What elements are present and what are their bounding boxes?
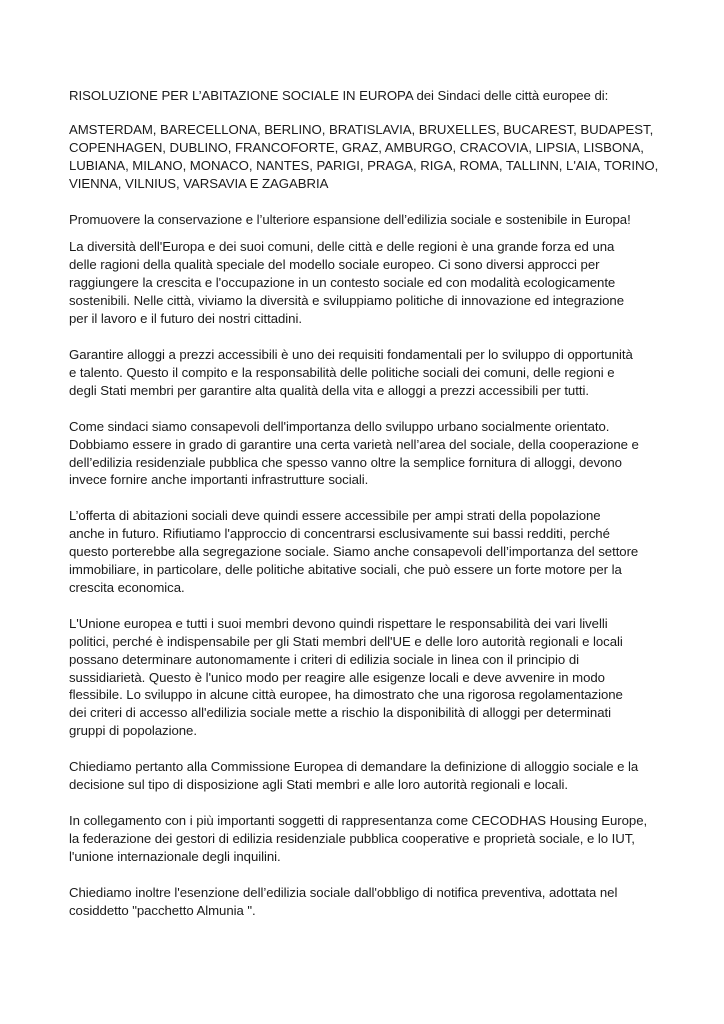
paragraph-line: In collegamento con i più importanti soggetti di rappresentanza come CECODHAS Housing Europe, — [69, 813, 648, 828]
paragraph-1 — [69, 238, 659, 328]
cities-line: LUBIANA, MILANO, MONACO, NANTES, PARIGI, PRAGA, RIGA, ROMA, TALLINN, L'AIA, TORINO, — [69, 157, 659, 173]
document-page — [69, 87, 659, 920]
slogan: Promuovere la conservazione e l’ulteriore espansione dell’edilizia sociale e sostenibile in Europa! — [69, 211, 631, 227]
paragraph-line: sostenibili. Nelle città, viviamo la diversità e sviluppiamo politiche di innovazione ed integrazione — [69, 293, 624, 309]
paragraph-line: Dobbiamo essere in grado di garantire una certa varietà nell’area del sociale, della cooperazione e — [69, 436, 639, 452]
paragraph-line: politici, perché è indispensabile per gli Stati membri dell'UE e delle loro autorità regionali e locali — [69, 633, 623, 649]
paragraph-line: L’offerta di abitazioni sociali deve quindi essere accessibile per ampi strati della popolazione — [69, 508, 601, 524]
paragraph-line: crescita economica. — [69, 579, 185, 595]
paragraph-line: possano determinare autonomamente i criteri di edilizia sociale in linea con il principio di — [69, 651, 579, 667]
paragraph-6 — [69, 758, 659, 794]
paragraph-line: sussidiarietà. Questo è l'unico modo per reagire alle esigenze locali e deve avvenire in modo — [69, 669, 605, 685]
paragraph-line: delle ragioni della qualità speciale del modello sociale europeo. Ci sono diversi approcci per — [69, 257, 600, 273]
paragraph-line: per il lavoro e il futuro dei nostri cittadini. — [69, 311, 302, 327]
paragraph-line: dei criteri di accesso all'edilizia sociale mette a rischio la disponibilità di alloggi per determinati — [69, 705, 611, 721]
paragraph-line: e talento. Questo il compito e la responsabilità delle politiche sociali dei comuni, delle regioni e — [69, 364, 615, 380]
document-title: RISOLUZIONE PER L’ABITAZIONE SOCIALE IN EUROPA dei Sindaci delle città europee di: — [69, 88, 609, 103]
paragraph-line: dell’edilizia residenziale pubblica che spesso vanno oltre la semplice fornitura di alloggi, devono — [69, 454, 622, 470]
paragraph-line: gruppi di popolazione. — [69, 723, 197, 739]
paragraph-7 — [69, 812, 659, 866]
cities-line: VIENNA, VILNIUS, VARSAVIA E ZAGABRIA — [69, 175, 329, 191]
paragraph-line: Chiediamo pertanto alla Commissione Europea di demandare la definizione di alloggio sociale e la — [69, 759, 639, 775]
paragraph-line: cosiddetto "pacchetto Almunia ". — [69, 902, 256, 918]
paragraph-5 — [69, 615, 659, 740]
paragraph-3 — [69, 418, 659, 490]
paragraph-line: la federazione dei gestori di edilizia residenziale pubblica cooperative e proprietà sociale, e lo IUT, — [69, 830, 635, 846]
paragraph-line: invece fornire anche importanti infrastrutture sociali. — [69, 472, 369, 488]
cities-line: AMSTERDAM, BARECELLONA, BERLINO, BRATISLAVIA, BRUXELLES, BUCAREST, BUDAPEST, — [69, 121, 654, 137]
paragraph-8 — [69, 884, 659, 920]
paragraph-line: immobiliare, in particolare, delle politiche abitative sociali, che può essere un forte motore per la — [69, 562, 622, 578]
paragraph-line: questo porterebbe alla segregazione sociale. Siamo anche consapevoli dell’importanza del settore — [69, 544, 639, 560]
paragraph-line: Garantire alloggi a prezzi accessibili è uno dei requisiti fondamentali per lo sviluppo di opportunità — [69, 346, 633, 362]
paragraph-2 — [69, 346, 659, 400]
paragraph-line: raggiungere la crescita e l'occupazione in un contesto sociale ed con modalità ecologicamente — [69, 275, 616, 291]
paragraph-line: flessibile. Lo sviluppo in alcune città europee, ha dimostrato che una rigorosa regolamentazione — [69, 687, 623, 703]
paragraph-line: Chiediamo inoltre l'esenzione dell’edilizia sociale dall'obbligo di notifica preventiva, adottata nel — [69, 884, 618, 900]
paragraph-4 — [69, 507, 659, 597]
cities-line: COPENHAGEN, DUBLINO, FRANCOFORTE, GRAZ, AMBURGO, CRACOVIA, LIPSIA, LISBONA, — [69, 139, 644, 155]
paragraph-line: degli Stati membri per garantire alta qualità della vita e alloggi a prezzi accessibili per tutti. — [69, 382, 589, 398]
paragraph-line: Come sindaci siamo consapevoli dell'importanza dello sviluppo urbano socialmente orientato. — [69, 418, 610, 434]
paragraph-line: anche in futuro. Rifiutiamo l'approccio di concentrarsi esclusivamente sui bassi redditi, perché — [69, 526, 610, 542]
cities-list — [69, 121, 659, 193]
paragraph-line: decisione sul tipo di disposizione agli Stati membri e alle loro autorità regionali e locali. — [69, 777, 568, 793]
paragraph-line: l'unione internazionale degli inquilini. — [69, 848, 281, 864]
paragraph-line: L'Unione europea e tutti i suoi membri devono quindi rispettare le responsabilità dei vari livelli — [69, 615, 608, 631]
paragraph-line: La diversità dell'Europa e dei suoi comuni, delle città e delle regioni è una grande forza ed una — [69, 239, 615, 255]
